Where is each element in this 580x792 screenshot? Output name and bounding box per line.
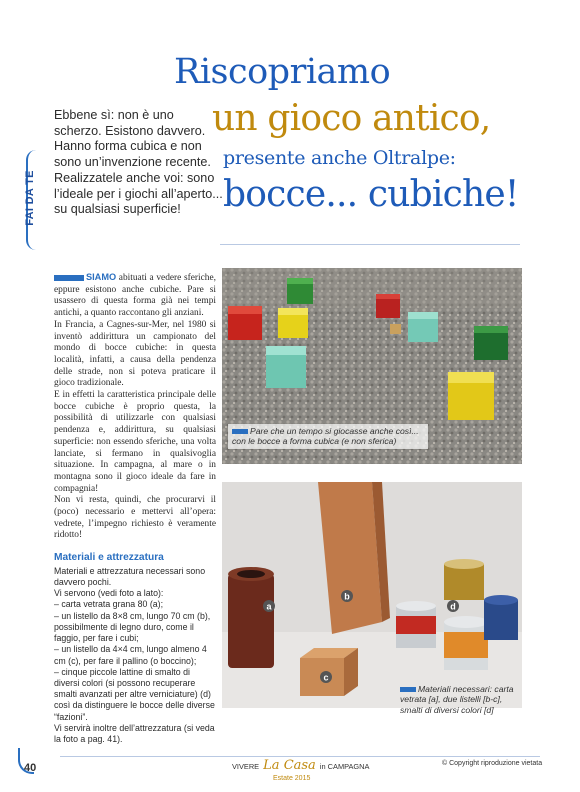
intro-text: Ebbene sì: non è uno scherzo. Esistono davvero. Hanno forma cubica e non sono un’invenzione recente. Realizzatele anche voi: sono l’ideale per i giochi all’aperto... su qualsiasi superficie! [54,108,223,217]
photo2-caption-text: Materiali necessari: carta vetrata [a], due listelli [b-c], smalti di diversi colori [d] [400,684,514,715]
materials-line: – un listello da 4×4 cm, lungo almeno 4 cm (c), per fare il pallino (o boccino); [54,644,207,666]
label-b: b [344,591,350,602]
label-c: c [323,672,329,683]
materials-heading: Materiali e attrezzatura [54,552,164,564]
magazine-in-campagna: in CAMPAGNA [319,762,370,771]
photo1-caption [228,424,428,449]
photo-label-d [447,600,459,612]
photo-label-a [263,600,275,612]
materials-line: – carta vetrata grana 80 (a); [54,599,164,610]
photo-materials [222,482,522,708]
copyright-notice: © Copyright riproduzione vietata [442,760,543,767]
magazine-vivere: VIVERE [232,762,260,771]
paragraph-2: In Francia, a Cagnes-sur-Mer, nel 1980 si inventò addirittura un campionato del mondo di bocce cubiche: in questa località, infatti, a causa della pendenza delle strade, non si poteva praticare il gioco tradizionale. [54,319,216,389]
title-divider [220,244,520,245]
lead-marker [54,275,84,281]
page-number: 40 [24,762,37,774]
section-tab-label: FAI DA TE [24,170,36,226]
caption-marker [400,687,416,692]
title-line-2: un gioco antico, [212,98,491,139]
materials-line: Materiali e attrezzatura necessari sono davvero pochi. [54,565,206,588]
footer-divider [60,756,540,757]
section-tab [22,150,42,250]
title-line-4: bocce... cubiche! [223,174,519,215]
materials-line: Vi servirà inoltre dell’attrezzatura (si veda la foto a pag. 41). [54,722,215,744]
title-line-3: presente anche Oltralpe: [223,147,456,169]
materials-line: Vi servono (vedi foto a lato): [54,588,164,599]
photo-label-b [341,590,353,602]
photo2-caption [400,684,520,715]
sandpaper-roll [228,567,274,668]
paragraph-1-text: abituati a vedere sferiche, eppure esistono anche cubiche. Pare si usassero di questa forma già nei tempi antichi, a quanto raccontano gli anziani. [54,273,216,319]
magazine-logo: La Casa [263,758,316,773]
photo-label-c [320,671,332,683]
paragraph-1 [54,272,216,320]
materials-line: – un listello da 8×8 cm, lungo 70 cm (b), possibilmente di legno duro, come il faggio, per fare i cubi; [54,610,211,644]
title-line-1: Riscopriamo [174,52,391,92]
magazine-title [232,758,369,773]
lead-word: SIAMO [86,272,117,282]
label-a: a [266,601,272,612]
materials-line: – cinque piccole lattine di smalto di diversi colori (si possono recuperare smalti avanzati per altre verniciature) (d) così da distinguere le bocce delle diverse “fazioni”. [54,666,215,722]
caption-marker [232,429,248,434]
photo1-caption-text: Pare che un tempo si giocasse anche così... con le bocce a forma cubica (e non sferica) [232,426,419,447]
paragraph-3: E in effetti la caratteristica principale delle bocce cubiche è proprio questa, la possibilità di utilizzarle con qualsiasi pendenza e, addirittura, su qualsiasi superficie: non essendo sferiche, una volta lanciate, si fermano in qualsivoglia situazione. In campagna, al mare o in montagna sono il gioco ideale da fare in compagnia! [54,390,216,494]
article-body [54,272,216,745]
label-d: d [450,601,456,612]
issue-date: Estate 2015 [273,775,311,782]
paragraph-4: Non vi resta, quindi, che procurarvi il (poco) necessario e mettervi all’opera: vedrete, l’impegno richiesto è veramente ridotto! [54,495,216,541]
